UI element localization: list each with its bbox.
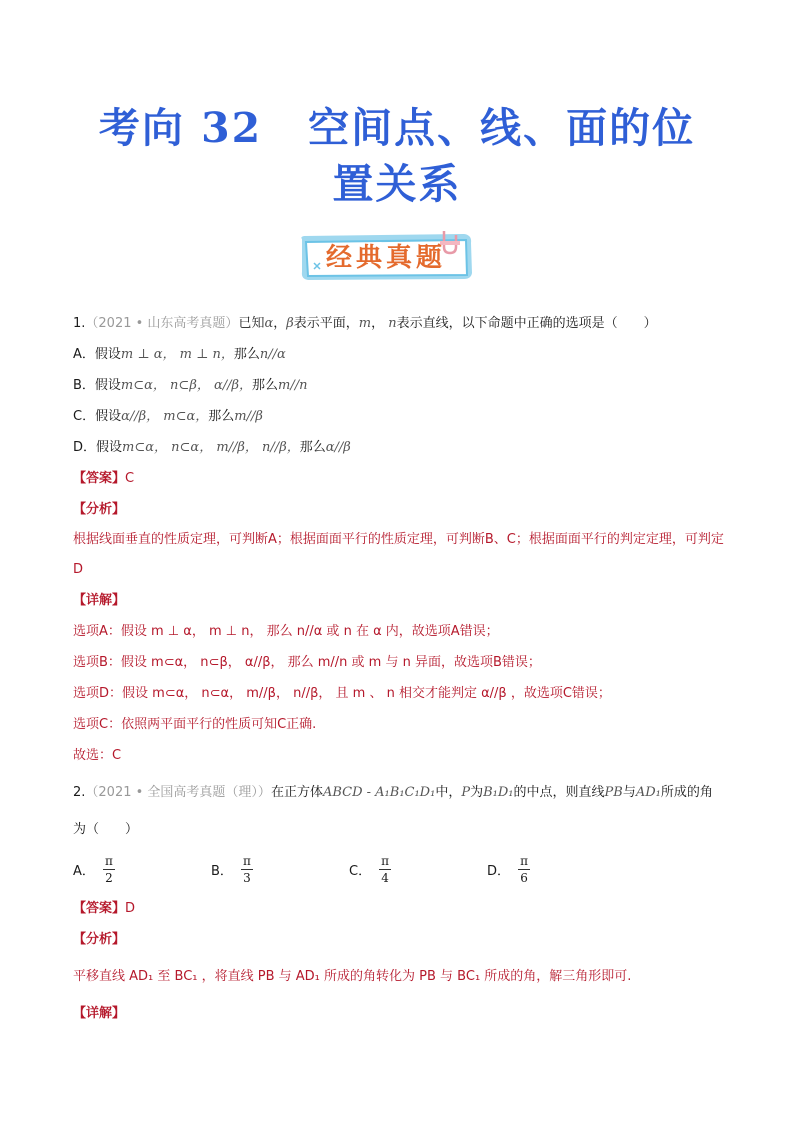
- q1-option-c: [73, 401, 733, 432]
- q1-n: n: [388, 316, 397, 331]
- q1-alpha: α: [264, 316, 274, 331]
- banner-title: 经典真题: [325, 243, 446, 273]
- q2-choice-b-num: π: [242, 853, 251, 868]
- title-topic-number: 考向 32: [98, 104, 263, 152]
- q1-detail-b: 选项B：假设 m⊂α， n⊂β， α//β， 那么 m//n 或 m 与 n 异面，故选项B错误；: [73, 655, 541, 670]
- q2-choice-c: [349, 854, 487, 885]
- q2-pb: PB: [604, 785, 623, 800]
- q2-choice-d-label: D．: [487, 863, 511, 879]
- q2-stem-b: 中，: [435, 785, 462, 800]
- q2-stem-a: 在正方体: [270, 785, 323, 800]
- q2-choice-b: [211, 854, 349, 885]
- q1-opt-d-math: m⊂α， n⊂α， m//β， n//β，: [122, 440, 300, 455]
- q2-choice-d-fraction: [518, 854, 530, 885]
- q1-opt-b-end: 那么: [252, 378, 279, 393]
- q2-choice-c-label: C．: [349, 863, 372, 879]
- q1-beta: β: [286, 316, 294, 331]
- q1-opt-b-result: m//n: [278, 378, 308, 393]
- title-topic-text: 空间点、线、面的位: [308, 104, 696, 152]
- q1-opt-c-label: C．假设: [73, 409, 122, 424]
- q1-stem-c: 表示直线，以下命题中正确的选项是（ ）: [396, 316, 657, 331]
- q1-opt-b-label: B．假设: [73, 378, 121, 393]
- q2-choice-a: [73, 854, 211, 885]
- title-line-2: 置关系: [332, 160, 462, 208]
- q1-analysis-heading: [73, 494, 733, 525]
- q1-analysis-text: 根据线面垂直的性质定理，可判断A；根据面面平行的性质定理，可判断B、C；根据面面平行的判定定理，可判定D: [73, 532, 724, 577]
- q2-stem-d: 的中点，则直线: [513, 785, 605, 800]
- q2-choice-b-fraction: [241, 854, 253, 885]
- q2-choice-a-den: 2: [105, 870, 113, 885]
- q2-choice-d-den: 6: [520, 870, 528, 885]
- q2-analysis-label: 【分析】: [73, 932, 126, 947]
- q2-choices: [73, 845, 733, 893]
- q2-choice-b-den: 3: [243, 870, 251, 885]
- q1-detail-c: 选项C：依照两平面平行的性质可知C正确.: [73, 717, 317, 732]
- q2-stem-f: 所成的角: [660, 785, 713, 800]
- q1-answer-value: C: [125, 471, 135, 486]
- document-body: [73, 308, 733, 1029]
- q2-choice-c-den: 4: [381, 870, 389, 885]
- q2-analysis-heading: [73, 924, 733, 955]
- q2-analysis-text: 平移直线 AD₁ 至 BC₁ ，将直线 PB 与 AD₁ 所成的角转化为 PB 与 BC₁ 所成的角，解三角形即可.: [73, 969, 632, 984]
- q2-detail-heading: [73, 998, 733, 1029]
- q1-option-a: [73, 339, 733, 370]
- q1-answer-label: 【答案】: [73, 471, 126, 486]
- q1-opt-d-result: α//β: [325, 440, 351, 455]
- q1-opt-b-math: m⊂α， n⊂β， α//β，: [120, 378, 253, 393]
- page-title: [0, 100, 794, 212]
- q1-analysis-label: 【分析】: [73, 502, 126, 517]
- q2-choice-d-num: π: [520, 853, 528, 868]
- q2-p: P: [461, 785, 471, 800]
- q2-choice-a-num: π: [104, 853, 113, 868]
- q1-opt-c-result: m//β: [234, 409, 263, 424]
- q1-answer: [73, 463, 733, 494]
- q1-stem-a: 已知: [238, 316, 265, 331]
- q2-choice-a-label: A．: [73, 863, 95, 879]
- q2-answer-value: D: [125, 901, 136, 916]
- q1-opt-a-result: n//α: [259, 347, 286, 362]
- q1-detail-d: 选项D：假设 m⊂α， n⊂α， m//β， n//β， 且 m 、 n 相交才能判定 α//β ，故选项C错误；: [73, 686, 611, 701]
- q1-opt-a-end: 那么: [233, 347, 260, 362]
- q1-detail-a: 选项A：假设 m ⊥ α， m ⊥ n， 那么 n//α 或 n 在 α 内，故选项A错误；: [73, 624, 499, 639]
- q1-stem: 1.（2021 • 山东高考真题）已知α，β表示平面，m， n表示直线，以下命题中正确的选项是（ ）: [73, 316, 657, 331]
- q1-opt-c-end: 那么: [208, 409, 235, 424]
- q2-stem: [73, 777, 733, 808]
- q2-answer-label: 【答案】: [73, 901, 126, 916]
- q1-m: m: [358, 316, 372, 331]
- q2-detail-label: 【详解】: [73, 1006, 126, 1021]
- q2-stem-c: 为: [470, 785, 484, 800]
- q1-detail-label: 【详解】: [73, 593, 126, 608]
- q2-answer: [73, 893, 733, 924]
- q2-stem-cont: 为（ ）: [73, 822, 139, 837]
- q1-option-b: [73, 370, 733, 401]
- q1-opt-a-math: m ⊥ α， m ⊥ n，: [120, 347, 234, 362]
- classic-questions-banner: [296, 229, 476, 283]
- q1-opt-a-label: A．假设: [73, 347, 121, 362]
- q2-number: 2.: [73, 785, 86, 800]
- q2-choice-b-label: B．: [211, 863, 233, 879]
- q1-opt-d-end: 那么: [299, 440, 326, 455]
- q1-option-d: [73, 432, 733, 463]
- q2-stem-e: 与: [622, 785, 636, 800]
- q2-choice-c-num: π: [381, 853, 390, 868]
- q1-detail-heading: [73, 585, 733, 616]
- q2-ad1: AD₁: [635, 785, 661, 800]
- q2-b1d1: B₁D₁: [483, 785, 514, 800]
- q2-choice-c-fraction: [379, 854, 391, 885]
- q1-opt-d-label: D．假设: [73, 440, 123, 455]
- q2-choice-d: [487, 854, 625, 885]
- q1-comma: ，: [273, 316, 287, 331]
- q2-cube: ABCD - A₁B₁C₁D₁: [322, 785, 436, 800]
- q2-choice-a-fraction: [103, 854, 115, 885]
- q1-source: （2021 • 山东高考真题）: [85, 316, 239, 331]
- title-line-1: [0, 100, 794, 156]
- q1-number: 1.: [73, 316, 86, 331]
- q1-opt-c-math: α//β， m⊂α，: [121, 409, 209, 424]
- q1-conclusion: 故选：C: [73, 748, 122, 763]
- q1-stem-b: 表示平面，: [293, 316, 359, 331]
- q2-source: （2021 • 全国高考真题（理））: [85, 785, 271, 800]
